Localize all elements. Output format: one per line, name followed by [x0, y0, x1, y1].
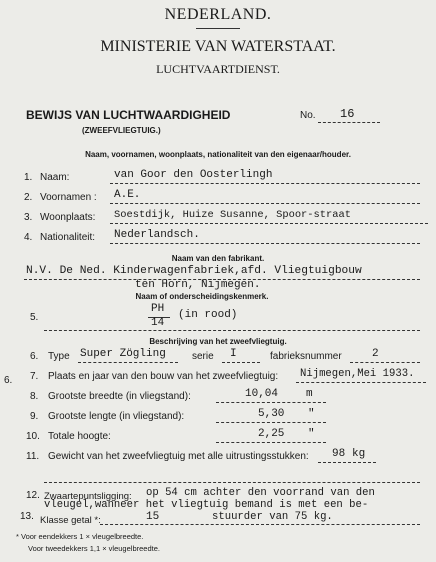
mark-line [44, 330, 420, 331]
field-num: 1. [24, 172, 33, 183]
mark-num: 5. [30, 312, 39, 323]
country-underline [196, 28, 240, 29]
cg-text-1: op 54 cm achter den voorrand van den [146, 487, 375, 499]
field-line [110, 223, 428, 224]
margin-mark: 6. [4, 375, 13, 386]
spec-label-build-place-year: Plaats en jaar van den bouw van het zweefvliegtuig: [48, 371, 279, 382]
field-value-given-names: A.E. [114, 189, 141, 201]
spec-line [216, 442, 326, 443]
series-value: I [230, 348, 237, 360]
class-value: 15 [146, 511, 160, 523]
series-line [222, 362, 260, 363]
certificate-number-label: No. [300, 110, 316, 121]
field-num: 3. [24, 212, 33, 223]
mark-note: (in rood) [178, 309, 238, 321]
spec-value-total-height: 2,25 [258, 428, 285, 440]
type-value: Super Zögling [80, 348, 166, 360]
factory-number-value: 2 [372, 348, 379, 360]
cg-text-2: vleugel,wanneer het vliegtuig bemand is met een be- [44, 499, 369, 511]
spec-num: 10. [26, 431, 40, 442]
blank-line [44, 482, 420, 483]
spec-value-max-width: 10,04 [245, 388, 279, 400]
field-num: 2. [24, 192, 33, 203]
spec-num: 8. [30, 391, 39, 402]
factory-number-line [350, 362, 420, 363]
spec-line [216, 402, 326, 403]
spec-label-weight: Gewicht van het zweefvliegtuig met alle uitrustingsstukken: [48, 451, 309, 462]
ministry-title: MINISTERIE VAN WATERSTAAT. [100, 38, 336, 55]
cg-label: Zwaartepuntsligging: [44, 491, 132, 502]
spec-value-build-place-year: Nijmegen,Mei 1933. [300, 368, 415, 380]
field-label-name: Naam: [40, 172, 70, 183]
spec-unit-max-length: " [308, 408, 315, 420]
field-line [110, 183, 420, 184]
country-title: NEDERLAND. [164, 6, 272, 23]
certificate-number: 16 [340, 107, 355, 121]
field-label-residence: Woonplaats: [40, 212, 96, 223]
cg-num: 12. [26, 490, 40, 501]
class-label: Klasse getal *: [40, 515, 101, 526]
class-line [100, 524, 420, 525]
service-title: LUCHTVAARTDIENST. [156, 62, 280, 76]
spec-unit-max-width: m [306, 388, 313, 400]
spec-label-total-height: Totale hoogte: [48, 431, 111, 442]
field-label-nationality: Nationaliteit: [40, 232, 96, 243]
owner-section-heading: Naam, voornamen, woonplaats, nationaliteit van den eigenaar/houder. [85, 150, 351, 159]
series-label: serie [192, 351, 214, 362]
field-value-name: van Goor den Oosterlingh [114, 169, 273, 181]
type-num: 6. [30, 351, 39, 362]
field-num: 4. [24, 232, 33, 243]
field-label-given-names: Voornamen : [40, 192, 97, 203]
spec-line [216, 422, 326, 423]
certificate-title: BEWIJS VAN LUCHTWAARDIGHEID [26, 108, 231, 122]
class-num: 13. [20, 511, 34, 522]
spec-value-max-length: 5,30 [258, 408, 285, 420]
footnote-1: * Voor eendekkers 1 × vleugelbreedte. [16, 532, 144, 541]
field-value-nationality: Nederlandsch. [114, 229, 200, 241]
footnote-2: Voor tweedekkers 1,1 × vleugelbreedte. [28, 544, 160, 553]
spec-num: 11. [26, 451, 40, 462]
mark-numerator: PH [151, 303, 165, 315]
spec-line [318, 462, 376, 463]
description-heading: Beschrijving van het zweefvliegtuig. [149, 337, 287, 346]
spec-num: 9. [30, 411, 39, 422]
certificate-number-line [318, 122, 380, 123]
spec-label-max-length: Grootste lengte (in vliegstand): [48, 411, 185, 422]
certificate-subtitle: (ZWEEFVLIEGTUIG.) [82, 126, 161, 135]
manufacturer-heading: Naam van den fabrikant. [171, 254, 265, 263]
factory-number-label: fabrieksnummer [270, 351, 342, 362]
type-line [78, 362, 178, 363]
manufacturer-line-2: ten Horn, Nijmegen. [135, 279, 261, 291]
spec-label-max-width: Grootste breedte (in vliegstand): [48, 391, 191, 402]
spec-unit-weight: kg [352, 448, 366, 460]
spec-unit-total-height: " [308, 428, 315, 440]
cg-text-3: stuurder van 75 kg. [212, 511, 333, 523]
spec-value-weight: 98 [332, 448, 346, 460]
spec-line [296, 382, 426, 383]
spec-num: 7. [30, 371, 39, 382]
field-line [110, 243, 420, 244]
mark-denominator: 14 [151, 317, 165, 329]
field-value-residence: Soestdijk, Huize Susanne, Spoor-straat [114, 209, 351, 221]
type-label: Type [48, 351, 70, 362]
manufacturer-line-1: N.V. De Ned. Kinderwagenfabriek,afd. Vliegtuigbouw [26, 265, 362, 277]
mark-heading: Naam of onderscheidingskenmerk. [135, 292, 269, 301]
field-line [110, 203, 420, 204]
